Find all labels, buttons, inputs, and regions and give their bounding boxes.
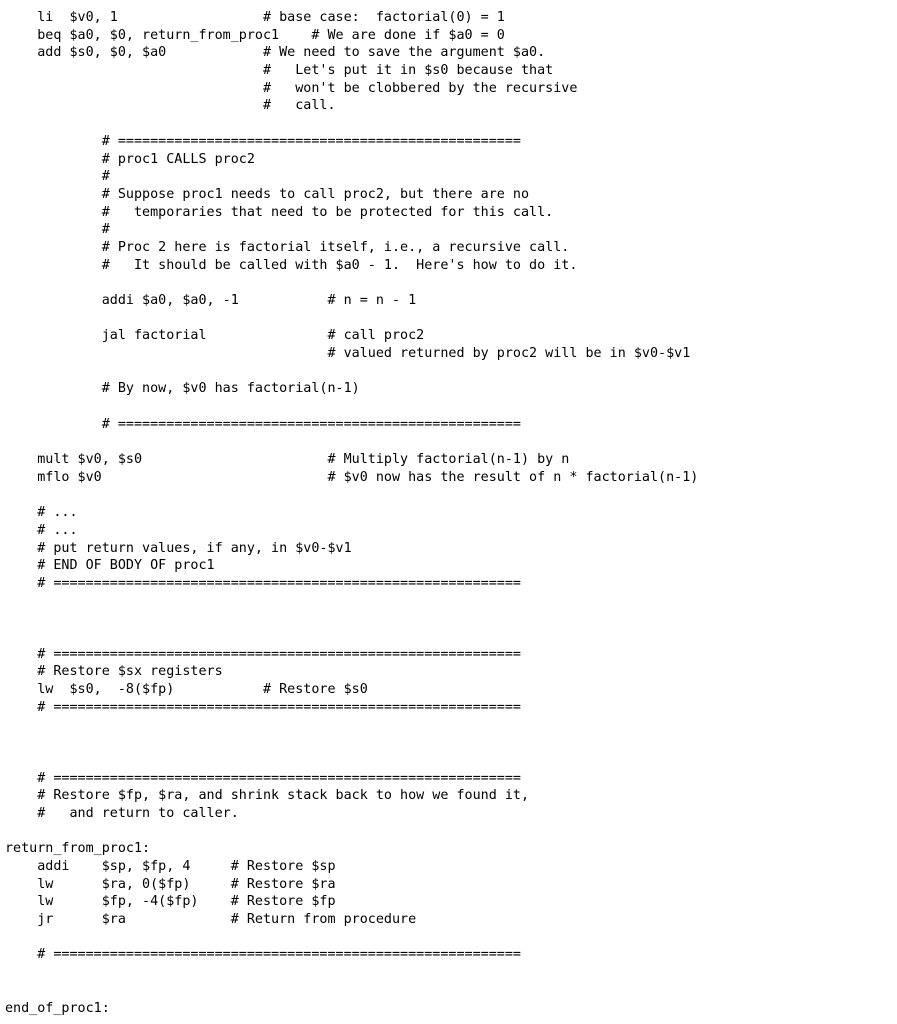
code-line xyxy=(5,610,698,628)
code-line: # won't be clobbered by the recursive xyxy=(5,80,578,96)
code-line xyxy=(5,398,698,416)
code-line: # END OF BODY OF proc1 xyxy=(5,558,215,574)
code-line: mflo $v0 # $v0 now has the result of n * factorial(n-1) xyxy=(5,469,699,485)
code-line: jr $ra # Return from procedure xyxy=(5,912,417,928)
code-line: # Let's put it in $s0 because that xyxy=(5,63,554,79)
code-line: # ========================================================== xyxy=(5,947,521,963)
code-line xyxy=(5,717,698,735)
code-line: beq $a0, $0, return_from_proc1 # We are done if $a0 = 0 xyxy=(5,27,505,43)
code-line xyxy=(5,593,698,611)
code-line: # Proc 2 here is factorial itself, i.e., a recursive call. xyxy=(5,239,570,255)
code-line xyxy=(5,752,698,770)
code-line: # xyxy=(5,222,110,238)
code-line: # call. xyxy=(5,98,336,114)
code-line xyxy=(5,823,698,841)
code-line: addi $a0, $a0, -1 # n = n - 1 xyxy=(5,293,417,308)
code-line: # ========================================================== xyxy=(5,770,521,786)
code-line: # ================================================== xyxy=(5,133,521,149)
code-line: lw $s0, -8($fp) # Restore $s0 xyxy=(5,682,368,698)
code-line: return_from_proc1: xyxy=(5,841,151,857)
code-line: # temporaries that need to be protected for this call. xyxy=(5,204,554,220)
code-line xyxy=(5,929,698,947)
code-line xyxy=(5,982,698,1000)
code-line: end_of_proc1: xyxy=(5,1000,110,1016)
code-line: add $s0, $0, $a0 # We need to save the argument $a0. xyxy=(5,45,546,61)
code-line: # Suppose proc1 needs to call proc2, but there are no xyxy=(5,186,530,202)
code-line xyxy=(5,434,698,452)
code-line: # proc1 CALLS proc2 xyxy=(5,151,255,167)
code-line: # ... xyxy=(5,522,78,538)
code-line: jal factorial # call proc2 xyxy=(5,328,425,344)
code-line xyxy=(5,628,698,646)
code-line: # Restore $sx registers xyxy=(5,664,223,680)
code-line: # and return to caller. xyxy=(5,805,239,821)
code-line: # ========================================================== xyxy=(5,699,521,715)
code-line: # ... xyxy=(5,505,78,521)
code-line: lw $ra, 0($fp) # Restore $ra xyxy=(5,876,336,892)
code-line xyxy=(5,363,698,381)
code-line xyxy=(5,274,698,292)
code-line: lw $fp, -4($fp) # Restore $fp xyxy=(5,894,336,910)
code-line: # It should be called with $a0 - 1. Here's how to do it. xyxy=(5,257,578,273)
code-line: # ========================================================== xyxy=(5,576,521,591)
code-line xyxy=(5,487,698,505)
code-line xyxy=(5,964,698,982)
code-line: # put return values, if any, in $v0-$v1 xyxy=(5,540,352,556)
code-line: # By now, $v0 has factorial(n-1) xyxy=(5,381,360,397)
assembly-source-listing xyxy=(5,9,698,1017)
code-line xyxy=(5,310,698,328)
code-line: # ================================================== xyxy=(5,416,521,432)
code-line: addi $sp, $fp, 4 # Restore $sp xyxy=(5,859,336,874)
code-line: # ========================================================== xyxy=(5,646,521,662)
code-line: # xyxy=(5,169,110,185)
code-line xyxy=(5,115,698,133)
code-line: # valued returned by proc2 will be in $v0-$v1 xyxy=(5,346,691,362)
code-line: li $v0, 1 # base case: factorial(0) = 1 xyxy=(5,10,505,25)
code-line xyxy=(5,734,698,752)
code-line: mult $v0, $s0 # Multiply factorial(n-1) by n xyxy=(5,452,570,468)
code-line: # Restore $fp, $ra, and shrink stack back to how we found it, xyxy=(5,788,530,804)
